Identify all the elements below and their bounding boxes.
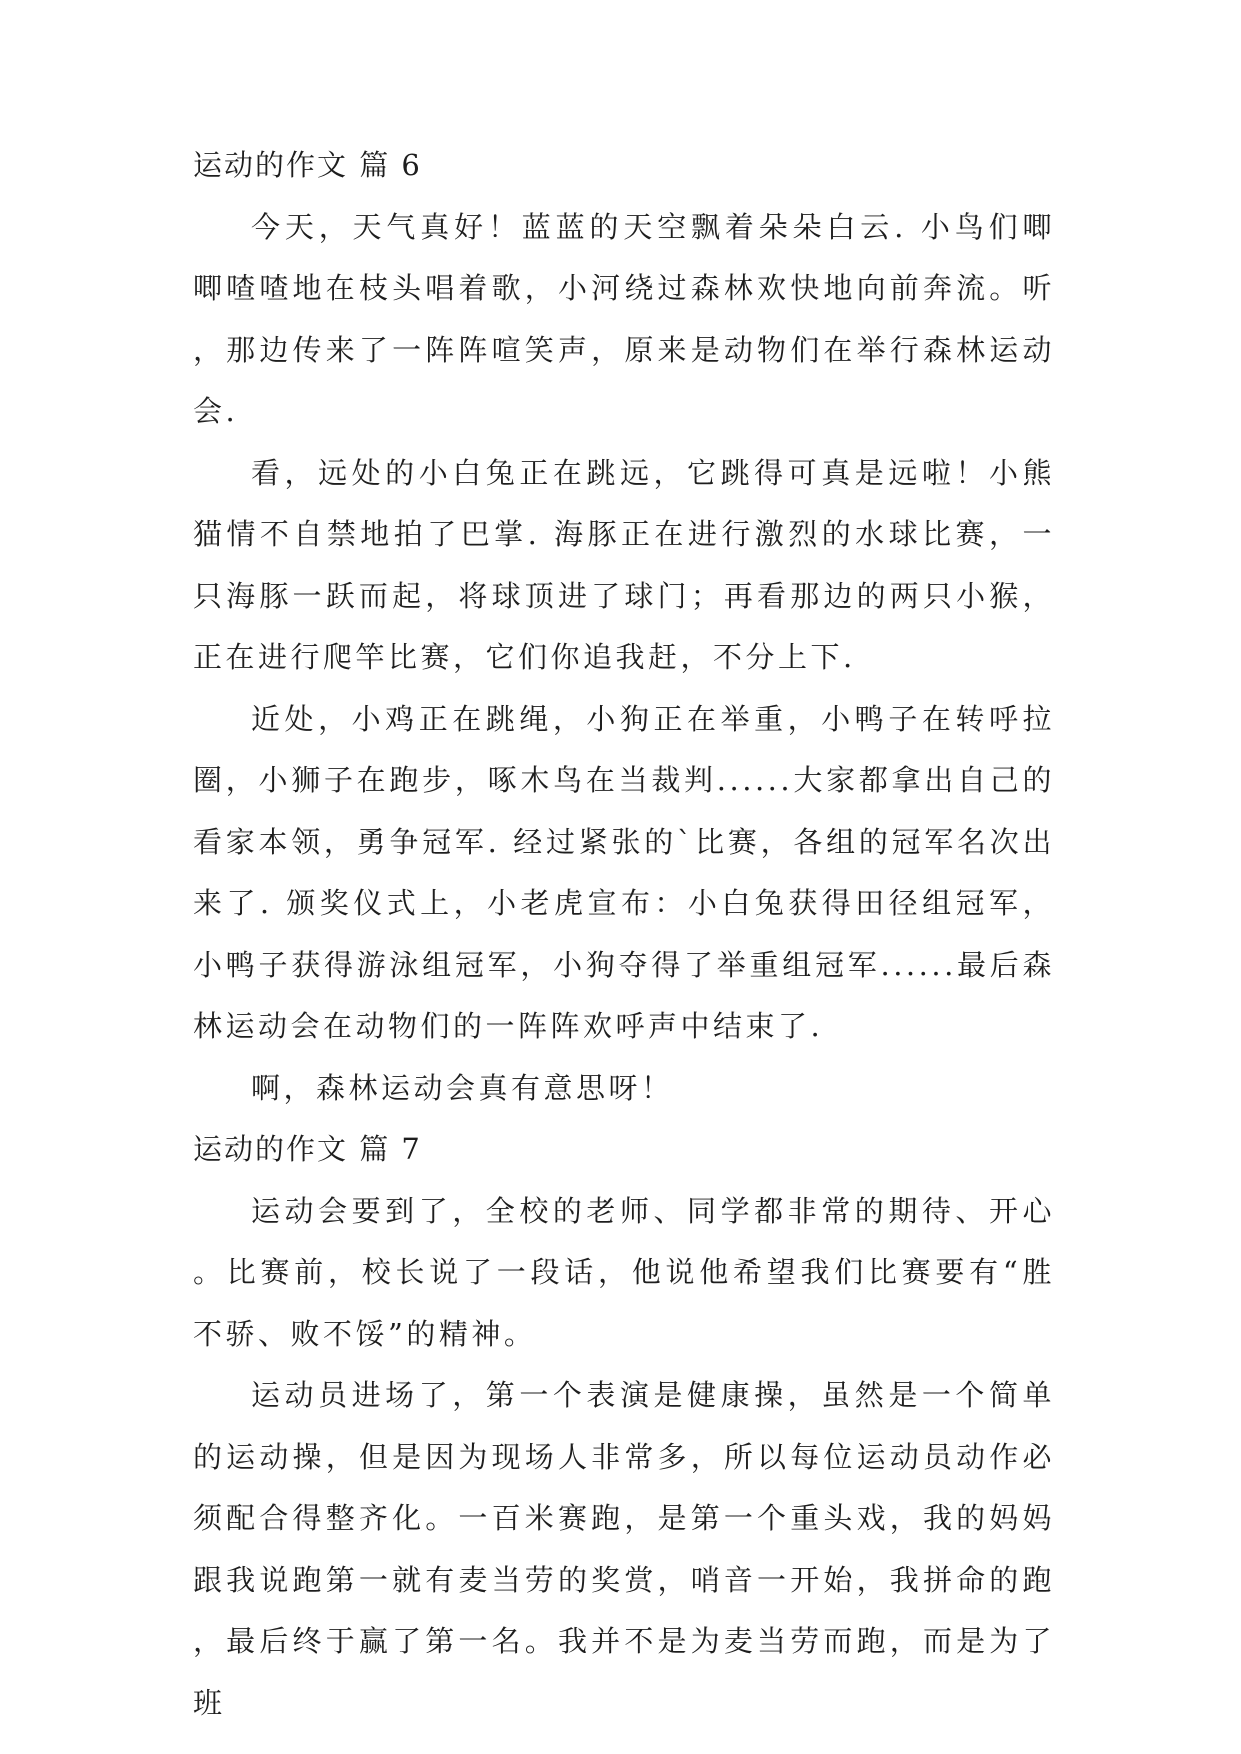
paragraph: 运动会要到了，全校的老师、同学都非常的期待、开心。比赛前，校长说了一段话，他说他希望我们比赛要有“胜不骄、败不馁”的精神。 <box>193 1193 1055 1351</box>
section-heading: 运动的作文 篇 6 <box>193 148 422 182</box>
document-page <box>193 135 1055 1734</box>
paragraph: 今天，天气真好！蓝蓝的天空飘着朵朵白云. 小鸟们唧唧喳喳地在枝头唱着歌，小河绕过森林欢快地向前奔流。听，那边传来了一阵阵喧笑声，原来是动物们在举行森林运动会. <box>193 209 1055 428</box>
section-heading: 运动的作文 篇 7 <box>193 1132 422 1166</box>
paragraph: 啊，森林运动会真有意思呀！ <box>251 1070 674 1105</box>
paragraph: 看，远处的小白兔正在跳远，它跳得可真是远啦！小熊猫情不自禁地拍了巴掌. 海豚正在进行激烈的水球比赛，一只海豚一跃而起，将球顶进了球门；再看那边的两只小猴，正在进行爬竿比赛，它们你追我赶，不分上下. <box>193 455 1055 674</box>
paragraph: 近处，小鸡正在跳绳，小狗正在举重，小鸭子在转呼拉圈，小狮子在跑步，啄木鸟在当裁判......大家都拿出自己的看家本领，勇争冠军. 经过紧张的`比赛，各组的冠军名次出来了. 颁奖仪式上，小老虎宣布：小白兔获得田径组冠军，小鸭子获得游泳组冠军，小狗夺得了举重组冠军......最后森林运动会在动物们的一阵阵欢呼声中结束了. <box>193 701 1055 1043</box>
paragraph: 运动员进场了，第一个表演是健康操，虽然是一个简单的运动操，但是因为现场人非常多，所以每位运动员动作必须配合得整齐化。一百米赛跑，是第一个重头戏，我的妈妈跟我说跑第一就有麦当劳的奖赏，哨音一开始，我拼命的跑，最后终于赢了第一名。我并不是为麦当劳而跑，而是为了班 <box>193 1378 1055 1720</box>
